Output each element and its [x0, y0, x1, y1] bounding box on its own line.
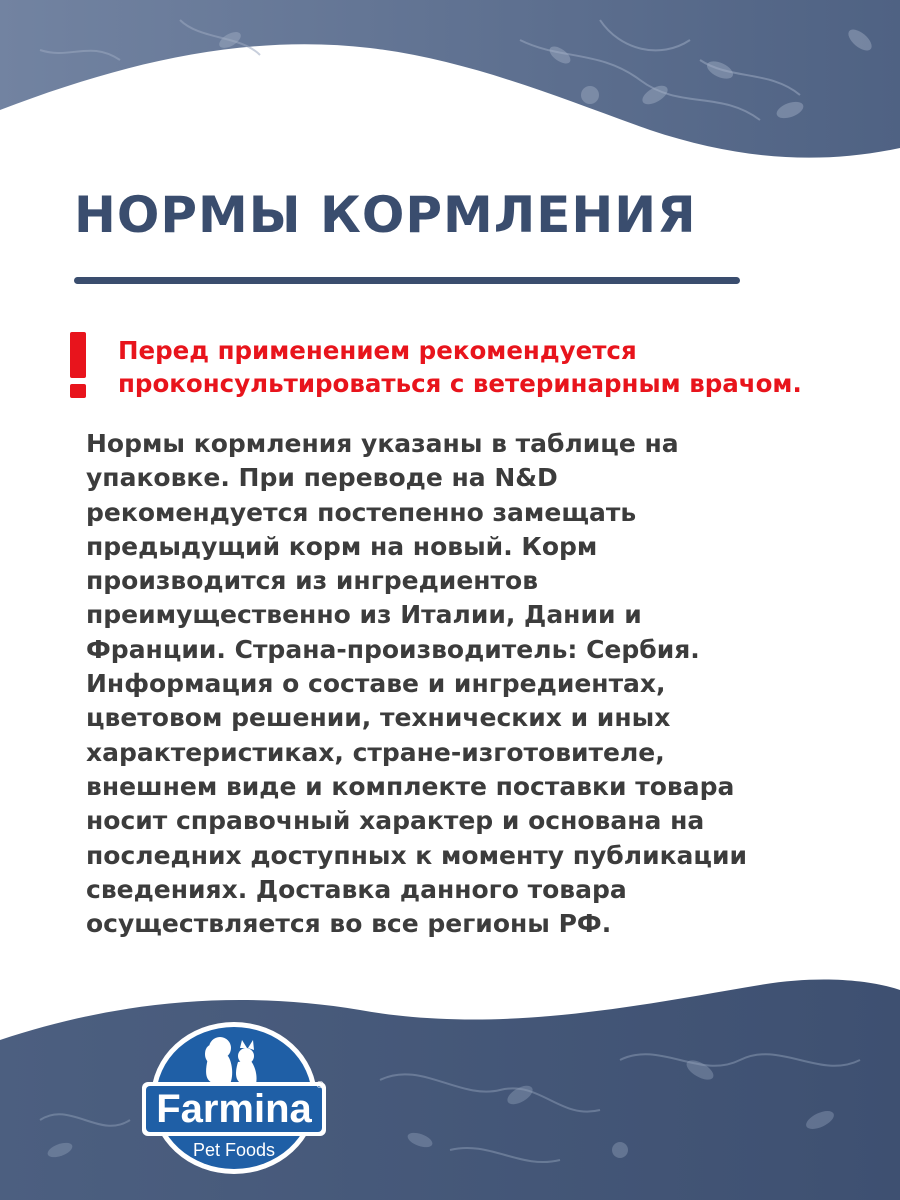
description-line: носит справочный характер и основана на — [86, 806, 705, 836]
description-line: характеристиках, стране-изготовителе, — [86, 737, 665, 767]
logo-brand: Farmina — [156, 1087, 312, 1131]
warning-text — [118, 334, 802, 400]
description-line: осуществляется во все регионы РФ. — [86, 909, 612, 939]
description-line: предыдущий корм на новый. Корм — [86, 531, 598, 561]
description-line: Информация о составе и ингредиентах, — [86, 669, 666, 699]
description-line: последних доступных к моменту публикации — [86, 840, 747, 870]
description-line: сведениях. Доставка данного товара — [86, 874, 627, 904]
warning-line: Перед применением рекомендуется — [118, 336, 637, 365]
description-line: упаковке. При переводе на N&D — [86, 463, 558, 493]
page-title: НОРМЫ КОРМЛЕНИЯ — [74, 186, 697, 244]
description-line: производится из ингредиентов — [86, 566, 539, 596]
description-line: Франции. Страна-производитель: Сербия. — [86, 634, 700, 664]
description-line: внешнем виде и комплекте поставки товара — [86, 771, 735, 801]
description-line: рекомендуется постепенно замещать — [86, 497, 637, 527]
description-line: цветовом решении, технических и иных — [86, 703, 671, 733]
exclamation-icon — [66, 332, 90, 400]
title-divider — [74, 277, 740, 284]
description-line: Нормы кормления указаны в таблице на — [86, 429, 679, 458]
farmina-logo — [134, 1020, 334, 1180]
description-line: преимущественно из Италии, Дании и — [86, 600, 642, 630]
logo-subtitle: Pet Foods — [192, 1140, 276, 1160]
description-text — [86, 427, 826, 941]
warning-line: проконсультироваться с ветеринарным врачом. — [118, 369, 802, 398]
registered-mark: ® — [316, 1080, 324, 1091]
